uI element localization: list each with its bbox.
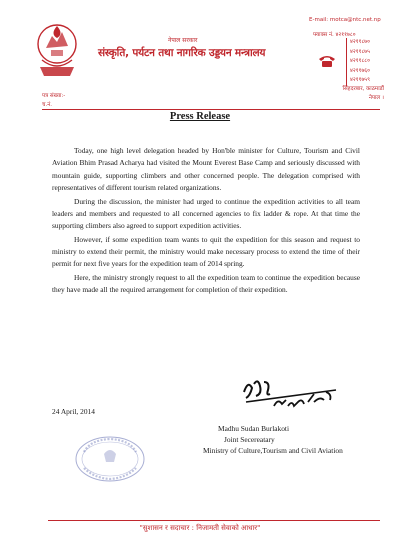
ref-number-label: पत्र संख्या:- [42,93,66,99]
header-divider [42,109,380,110]
document-date: 24 April, 2014 [52,407,95,416]
signatory-designation: Joint Secereatary [224,435,275,445]
handwritten-signature [240,372,340,412]
phone-number: ४२११७५९ [350,77,371,83]
email-line: E-mail: motca@ntc.net.np [309,17,381,23]
body-paragraph: However, if some expedition team wants to quit the expedition for this season and request to ministry to extend their permit, the ministry would make necessary process to extend the time of their permit for next five years for the expedition team of 2014 spring. [52,234,360,269]
telephone-icon [318,54,336,68]
footer-divider [48,520,380,521]
signatory-name: Madhu Sudan Burlakoti [218,424,290,433]
office-address [320,85,384,103]
ministry-title: संस्कृति, पर्यटन तथा नागरिक उड्डयन मन्त्रालय [98,47,266,59]
phone-list [346,38,370,86]
document-title: Press Release [169,111,231,122]
address-line: सिंहदरबार, काठमाडौं [342,86,384,92]
address-line: नेपाल । [368,95,384,101]
body-paragraph: Here, the ministry strongly request to all the expedition team to continue the expedition because they have made all the required arrangement for completion of their expedition. [52,273,360,295]
reference-block [42,92,65,110]
phone-number: ४२११८७५ [350,48,371,55]
body-paragraph: During the discussion, the minister had urged to continue the expedition activities to all team leaders and members and requested to all concerned agencies to fix ladder & rope. At that time the supporting climbers also agreed to support expedition activities. [52,196,360,231]
body-paragraph: Today, one high level delegation headed by Hon'ble minister for Culture, Tourism and Civil Aviation Bhim Prasad Acharya had visited the Mount Everest Base Camp and seriously discussed with mountain guide, supporting climbers and other concerned people. The delegation comprised with representatives of different tourism related organizations. [52,146,360,192]
phone-number: ४२११७६० [350,67,371,74]
signatory-organization: Ministry of Culture,Tourism and Civil Aviation [203,446,343,456]
signature-block [203,423,363,457]
document-body [52,145,360,298]
phone-number: ४२११८७० [350,39,371,45]
dispatch-number-label: च.नं. [42,102,53,108]
phone-number: ४२११८८० [350,58,371,64]
footer-slogan: "सुशासन र सदाचार : निजामती सेवाको आधार" [139,524,261,532]
official-stamp [70,432,150,486]
fax-line: फ्याक्स नं. ४२११७८० [313,32,356,38]
government-line: नेपाल सरकार [168,37,198,44]
nepal-emblem-icon [34,20,80,82]
